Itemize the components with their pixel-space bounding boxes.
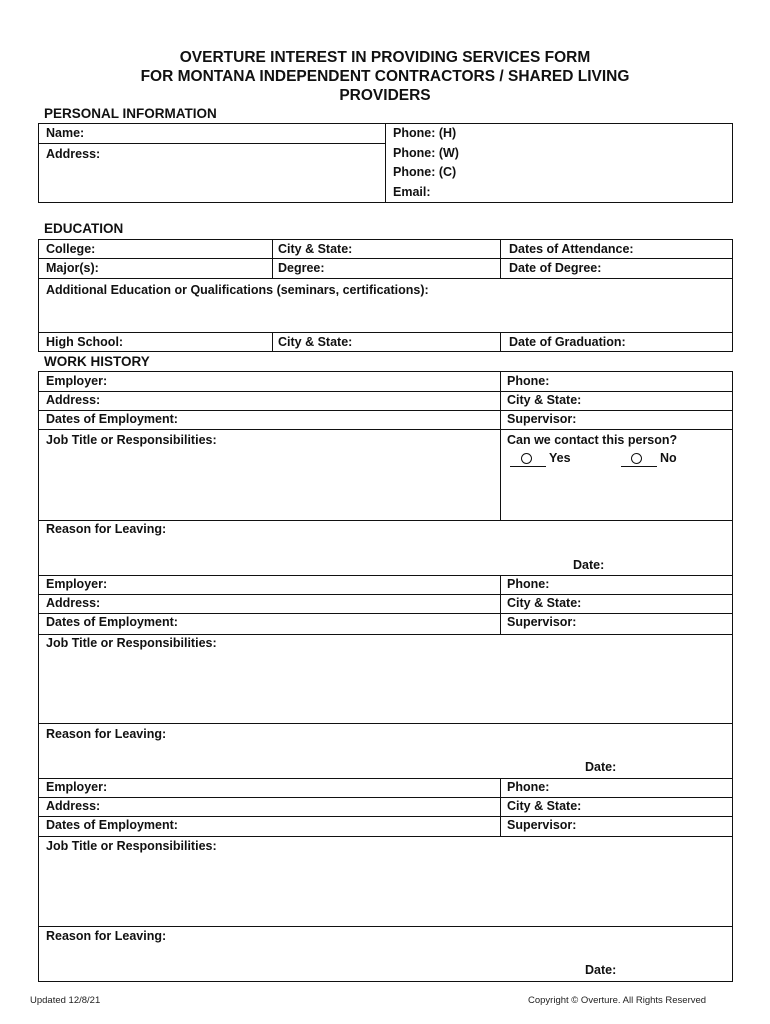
work2-job-title-field[interactable]: Job Title or Responsibilities: (46, 636, 217, 650)
work2-phone-field[interactable]: Phone: (507, 577, 550, 591)
work1-yes-line (510, 466, 546, 467)
work2-rule-1 (38, 594, 733, 595)
work3-job-title-field[interactable]: Job Title or Responsibilities: (46, 839, 217, 853)
form-title-line-2: FOR MONTANA INDEPENDENT CONTRACTORS / SHARED LIVING (140, 68, 630, 85)
high-school-field[interactable]: High School: (46, 335, 124, 349)
address-field[interactable]: Address: (46, 147, 101, 161)
education-heading: EDUCATION (44, 221, 124, 236)
phone-cell-field[interactable]: Phone: (C) (393, 165, 457, 179)
work1-rule-3 (38, 429, 733, 430)
work3-phone-field[interactable]: Phone: (507, 780, 550, 794)
updated-date: Updated 12/8/21 (30, 995, 101, 1006)
personal-divider (385, 123, 386, 203)
work1-no-radio[interactable] (631, 453, 642, 464)
work1-rule-2 (38, 410, 733, 411)
personal-rule (38, 143, 385, 144)
degree-field[interactable]: Degree: (278, 261, 325, 275)
work1-reason-field[interactable]: Reason for Leaving: (46, 522, 167, 536)
copyright-notice: Copyright © Overture. All Rights Reserved (528, 995, 707, 1006)
work2-date-field[interactable]: Date: (585, 760, 617, 774)
work3-rule-3 (38, 836, 733, 837)
personal-information-heading: PERSONAL INFORMATION (44, 106, 217, 121)
work-history-box (38, 371, 733, 982)
work3-reason-field[interactable]: Reason for Leaving: (46, 929, 167, 943)
form-title-line-3: PROVIDERS (339, 87, 431, 104)
work2-city-state-field[interactable]: City & State: (507, 596, 582, 610)
work3-dates-field[interactable]: Dates of Employment: (46, 818, 178, 832)
phone-home-field[interactable]: Phone: (H) (393, 126, 457, 140)
work1-rule-5 (38, 575, 733, 576)
education-divider-3 (272, 332, 273, 352)
work1-dates-field[interactable]: Dates of Employment: (46, 412, 178, 426)
work3-supervisor-field[interactable]: Supervisor: (507, 818, 577, 832)
work1-contact-question: Can we contact this person? (507, 433, 678, 447)
education-rule-2 (38, 278, 733, 279)
work2-rule-4 (38, 723, 733, 724)
work2-rule-3 (38, 634, 733, 635)
work2-supervisor-field[interactable]: Supervisor: (507, 615, 577, 629)
work3-rule-2 (38, 816, 733, 817)
high-school-city-state-field[interactable]: City & State: (278, 335, 353, 349)
work3-rule-4 (38, 926, 733, 927)
majors-field[interactable]: Major(s): (46, 261, 99, 275)
work1-supervisor-field[interactable]: Supervisor: (507, 412, 577, 426)
college-field[interactable]: College: (46, 242, 96, 256)
work2-rule-2 (38, 613, 733, 614)
date-graduation-field[interactable]: Date of Graduation: (509, 335, 626, 349)
work3-divider (500, 778, 501, 836)
date-degree-field[interactable]: Date of Degree: (509, 261, 602, 275)
work1-job-title-field[interactable]: Job Title or Responsibilities: (46, 433, 217, 447)
work2-employer-field[interactable]: Employer: (46, 577, 108, 591)
email-field[interactable]: Email: (393, 185, 431, 199)
education-rule-1 (38, 258, 733, 259)
work1-no-line (621, 466, 657, 467)
work3-date-field[interactable]: Date: (585, 963, 617, 977)
work1-phone-field[interactable]: Phone: (507, 374, 550, 388)
work1-employer-field[interactable]: Employer: (46, 374, 108, 388)
work1-rule-4 (38, 520, 733, 521)
work1-yes-label: Yes (549, 451, 571, 465)
work3-employer-field[interactable]: Employer: (46, 780, 108, 794)
work-history-heading: WORK HISTORY (44, 354, 150, 369)
work1-address-field[interactable]: Address: (46, 393, 101, 407)
work1-city-state-field[interactable]: City & State: (507, 393, 582, 407)
work3-address-field[interactable]: Address: (46, 799, 101, 813)
name-field[interactable]: Name: (46, 126, 85, 140)
education-divider-4 (500, 332, 501, 352)
college-city-state-field[interactable]: City & State: (278, 242, 353, 256)
work1-date-field[interactable]: Date: (573, 558, 605, 572)
work2-rule-5 (38, 778, 733, 779)
work2-divider (500, 575, 501, 634)
dates-attendance-field[interactable]: Dates of Attendance: (509, 242, 634, 256)
work2-reason-field[interactable]: Reason for Leaving: (46, 727, 167, 741)
phone-work-field[interactable]: Phone: (W) (393, 146, 459, 160)
work1-divider (500, 371, 501, 520)
additional-education-field[interactable]: Additional Education or Qualifications (seminars, certifications): (46, 283, 429, 297)
work2-address-field[interactable]: Address: (46, 596, 101, 610)
work1-yes-radio[interactable] (521, 453, 532, 464)
work3-city-state-field[interactable]: City & State: (507, 799, 582, 813)
work2-dates-field[interactable]: Dates of Employment: (46, 615, 178, 629)
work1-no-label: No (660, 451, 677, 465)
work3-rule-1 (38, 797, 733, 798)
work1-rule-1 (38, 391, 733, 392)
form-title-line-1: OVERTURE INTEREST IN PROVIDING SERVICES FORM (179, 49, 591, 66)
education-rule-3 (38, 332, 733, 333)
